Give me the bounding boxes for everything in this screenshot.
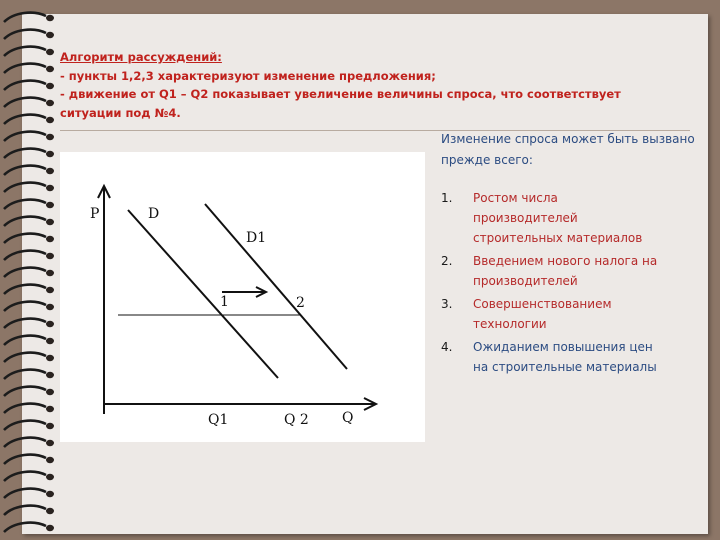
list-item-number: 3. — [441, 297, 453, 311]
point-2-label: 2 — [296, 295, 305, 311]
spiral-ring — [4, 438, 46, 447]
spiral-ring — [4, 370, 46, 379]
binding-hole — [46, 372, 54, 378]
binding-hole — [46, 406, 54, 412]
list-item-number: 4. — [441, 340, 453, 354]
spiral-ring — [4, 336, 46, 345]
reasoning-line-2: - движение от Q1 – Q2 показывает увеличение величины спроса, что соответствует — [60, 87, 621, 101]
binding-hole — [46, 457, 54, 463]
spiral-ring — [4, 234, 46, 243]
binding-hole — [46, 525, 54, 531]
spiral-ring — [4, 455, 46, 464]
spiral-ring — [4, 47, 46, 56]
list-item — [441, 251, 701, 291]
y-axis-label: P — [90, 206, 100, 222]
binding-hole — [46, 321, 54, 327]
spiral-ring — [4, 523, 46, 532]
demand-graph-svg — [60, 152, 425, 442]
binding-hole — [46, 508, 54, 514]
binding-hole — [46, 270, 54, 276]
binding-hole — [46, 202, 54, 208]
causes-panel — [441, 129, 701, 380]
curve-d1-label: D1 — [246, 230, 267, 246]
spiral-ring — [4, 285, 46, 294]
binding-hole — [46, 423, 54, 429]
spiral-ring — [4, 489, 46, 498]
spiral-ring — [4, 30, 46, 39]
binding-hole — [46, 236, 54, 242]
list-item-number: 2. — [441, 254, 453, 268]
spiral-ring — [4, 13, 46, 22]
binding-hole — [46, 491, 54, 497]
causes-intro: Изменение спроса может быть вызвано прежде всего: — [441, 132, 695, 167]
list-item-text: Совершенствованием технологии — [473, 297, 612, 331]
binding-hole — [46, 253, 54, 259]
binding-hole — [46, 168, 54, 174]
spiral-ring — [4, 472, 46, 481]
spiral-ring — [4, 319, 46, 328]
list-item-text: Ростом числа производителей строительных материалов — [473, 191, 643, 245]
binding-hole — [46, 32, 54, 38]
binding-hole — [46, 83, 54, 89]
reasoning-line-3: ситуации под №4. — [60, 105, 181, 120]
spiral-ring — [4, 183, 46, 192]
reasoning-line-1: - пункты 1,2,3 характеризуют изменение предложения; — [60, 68, 436, 83]
list-item-text: Введением нового налога на производителей — [473, 254, 658, 288]
q2-label: Q 2 — [284, 412, 309, 428]
binding-hole — [46, 185, 54, 191]
binding-hole — [46, 134, 54, 140]
spiral-ring — [4, 81, 46, 90]
binding-hole — [46, 100, 54, 106]
binding-hole — [46, 49, 54, 55]
binding-hole — [46, 117, 54, 123]
binding-hole — [46, 304, 54, 310]
demand-curve-d1 — [205, 204, 347, 369]
spiral-binding-icon — [0, 0, 60, 540]
curve-d-label: D — [148, 206, 160, 222]
spiral-ring — [4, 302, 46, 311]
binding-hole — [46, 338, 54, 344]
binding-hole — [46, 287, 54, 293]
list-item — [441, 337, 701, 377]
binding-hole — [46, 15, 54, 21]
binding-hole — [46, 66, 54, 72]
spiral-ring — [4, 200, 46, 209]
list-item-text: Ожиданием повышения цен на строительные материалы — [473, 340, 657, 374]
spiral-ring — [4, 115, 46, 124]
point-1-label: 1 — [220, 294, 229, 310]
list-item — [441, 294, 701, 334]
q1-label: Q1 — [208, 412, 229, 428]
binding-hole — [46, 440, 54, 446]
binding-hole — [46, 219, 54, 225]
spiral-ring — [4, 404, 46, 413]
spiral-ring — [4, 166, 46, 175]
spiral-ring — [4, 268, 46, 277]
spiral-ring — [4, 217, 46, 226]
binding-hole — [46, 389, 54, 395]
spiral-ring — [4, 251, 46, 260]
reasoning-block — [60, 48, 660, 122]
binding-hole — [46, 151, 54, 157]
demand-graph — [60, 152, 425, 442]
binding-hole — [46, 474, 54, 480]
list-item-number: 1. — [441, 191, 453, 205]
spiral-ring — [4, 132, 46, 141]
spiral-ring — [4, 506, 46, 515]
x-axis-label: Q — [342, 410, 354, 426]
reasoning-title: Алгоритм рассуждений: — [60, 50, 222, 64]
spiral-ring — [4, 98, 46, 107]
causes-list — [441, 188, 701, 377]
binding-hole — [46, 355, 54, 361]
spiral-ring — [4, 421, 46, 430]
spiral-ring — [4, 353, 46, 362]
list-item — [441, 188, 701, 248]
spiral-ring — [4, 149, 46, 158]
spiral-ring — [4, 387, 46, 396]
spiral-ring — [4, 64, 46, 73]
